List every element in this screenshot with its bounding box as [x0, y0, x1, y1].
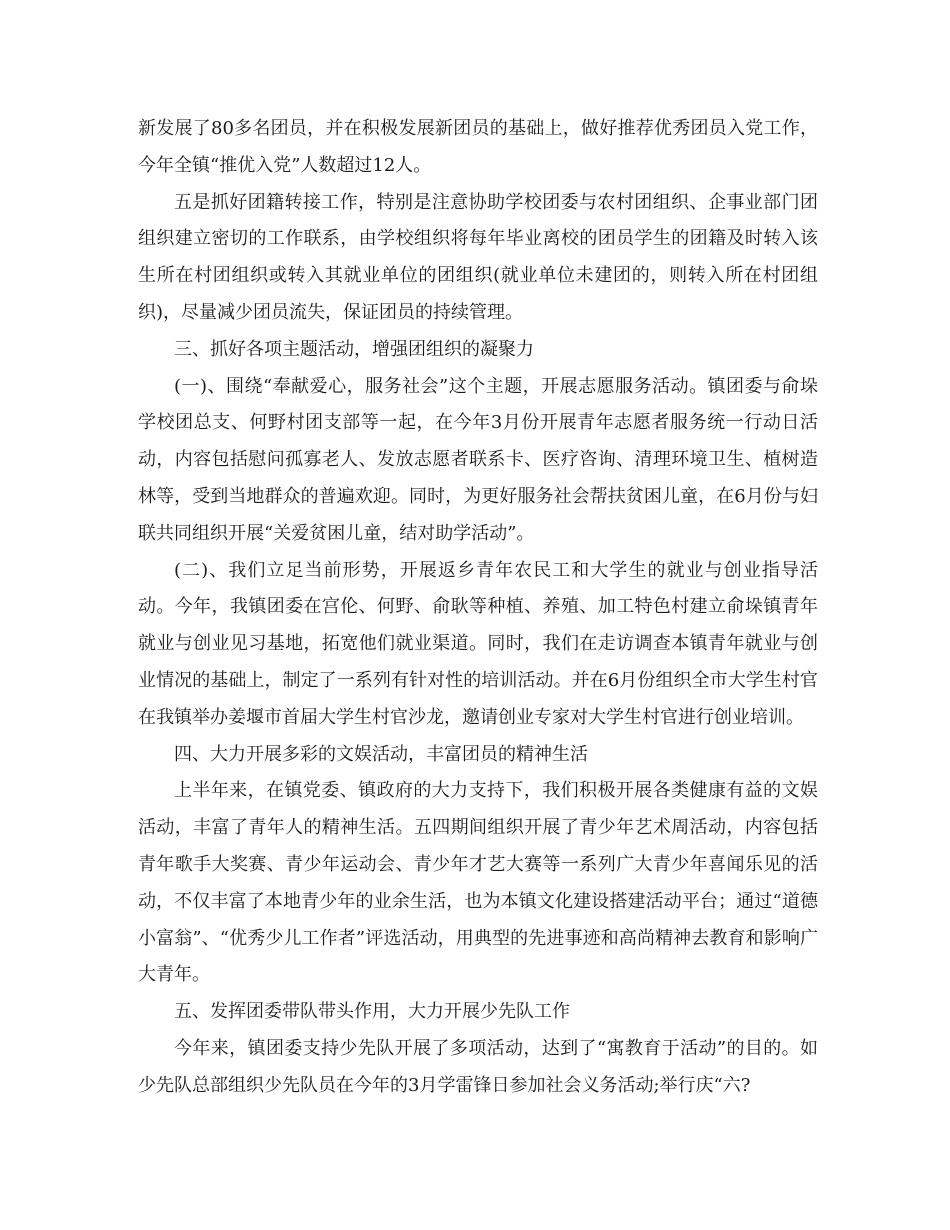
section-heading-3: 三、抓好各项主题活动，增强团组织的凝聚力 — [174, 338, 534, 360]
paragraph-7: 上半年来，在镇党委、镇政府的大力支持下，我们积极开展各类健康有益的文娱活动，丰富了青年人的精神生活。五四期间组织开展了青少年艺术周活动，内容包括青年歌手大奖赛、青少年运动会、青少年才艺大赛等一系列广大青少年喜闻乐见的活动，不仅丰富了本地青少年的业余生活，也为本镇文化建设搭建活动平台；通过“道德小富翁”、“优秀少儿工作者”评选活动，用典型的先进事迹和高尚精神去教育和影响广大青年。 — [138, 780, 818, 986]
paragraph-1: 新发展了80多名团员，并在积极发展新团员的基础上，做好推荐优秀团员入党工作，今年全镇“推优入党”人数超过12人。 — [138, 118, 818, 176]
paragraph-2: 五是抓好团籍转接工作，特别是注意协助学校团委与农村团组织、企事业部门团组织建立密切的工作联系，由学校组织将每年毕业离校的团员学生的团籍及时转入该生所在村团组织或转入其就业单位的团组织(就业单位未建团的，则转入所在村团组织)，尽量减少团员流失，保证团员的持续管理。 — [138, 191, 818, 323]
section-heading-5: 五、发挥团委带队带头作用，大力开展少先队工作 — [174, 1001, 570, 1023]
paragraph-5: (二)、我们立足当前形势，开展返乡青年农民工和大学生的就业与创业指导活动。今年，我镇团委在宫伦、何野、俞耿等种植、养殖、加工特色村建立俞垛镇青年就业与创业见习基地，拓宽他们就业渠道。同时，我们在走访调查本镇青年就业与创业情况的基础上，制定了一系列有针对性的培训活动。并在6月份组织全市大学生村官在我镇举办姜堰市首届大学生村官沙龙，邀请创业专家对大学生村官进行创业培训。 — [138, 559, 818, 728]
section-heading-4: 四、大力开展多彩的文娱活动，丰富团员的精神生活 — [174, 743, 588, 765]
paragraph-9: 今年来，镇团委支持少先队开展了多项活动，达到了“寓教育于活动”的目的。如少先队总部组织少先队员在今年的3月学雷锋日参加社会义务活动;举行庆“六? — [138, 1037, 818, 1096]
document-body — [138, 111, 818, 1105]
paragraph-4: (一)、围绕“奉献爱心，服务社会”这个主题，开展志愿服务活动。镇团委与俞垛学校团总支、何野村团支部等一起，在今年3月份开展青年志愿者服务统一行动日活动，内容包括慰问孤寡老人、发放志愿者联系卡、医疗咨询、清理环境卫生、植树造林等，受到当地群众的普遍欢迎。同时，为更好服务社会帮扶贫困儿童，在6月份与妇联共同组织开展“关爱贫困儿童，结对助学活动”。 — [138, 375, 818, 544]
